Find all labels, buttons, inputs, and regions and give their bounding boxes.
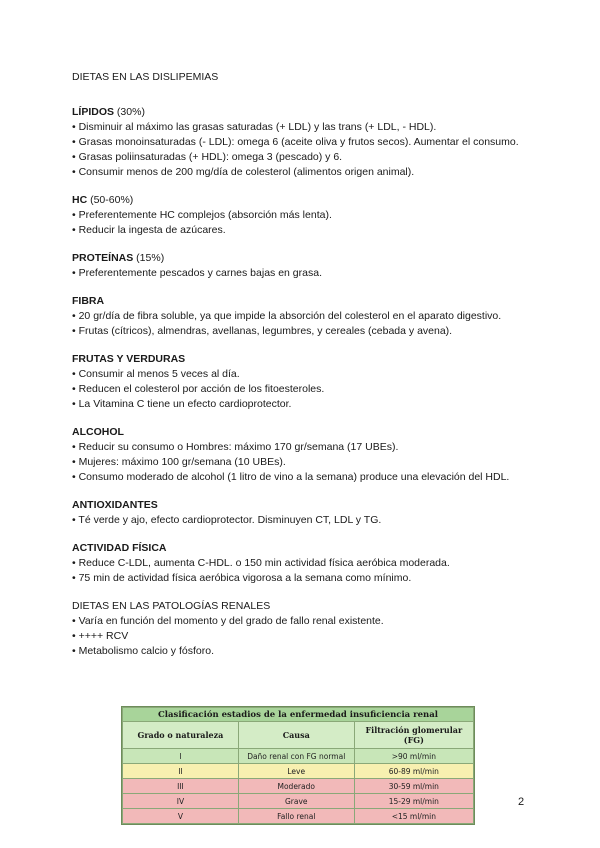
table-row [123,809,474,824]
bullet-list [72,367,542,412]
section-heading [72,251,542,266]
cause-cell: Fallo renal [238,809,354,824]
list-item: • Té verde y ajo, efecto cardioprotector. Disminuyen CT, LDL y TG. [72,514,382,526]
section-heading [72,498,542,513]
list-item: • Reducir la ingesta de azúcares. [72,224,226,236]
bullet-list [72,556,542,586]
cause-cell: Daño renal con FG normal [238,749,354,764]
list-item: • Frutas (cítricos), almendras, avellanas, legumbres, y cereales (cebada y avena). [72,325,453,337]
list-item: • ++++ RCV [72,630,129,642]
section-frutas-verduras [72,352,542,412]
list-item: • Preferentemente pescados y carnes bajas en grasa. [72,267,322,279]
list-item: • Reducir su consumo o Hombres: máximo 170 gr/semana (17 UBEs). [72,441,399,453]
list-item: • Consumo moderado de alcohol (1 litro de vino a la semana) produce una elevación del HDL. [72,471,510,483]
heading-label: ALCOHOL [72,426,124,438]
fg-cell: 30-59 ml/min [354,779,473,794]
list-item: • 75 min de actividad física aeróbica vigorosa a la semana como mínimo. [72,572,412,584]
bullet-list [72,614,542,659]
heading-suffix: (50-60%) [87,194,134,206]
section-antioxidantes [72,498,542,528]
heading-label: PROTEÍNAS [72,252,134,264]
section-heading [72,294,542,309]
list-item: • Reduce C-LDL, aumenta C-HDL. o 150 min actividad física aeróbica moderada. [72,557,450,569]
table-row [123,764,474,779]
renal-title: DIETAS EN LAS PATOLOGÍAS RENALES [72,600,271,612]
cause-cell: Leve [238,764,354,779]
column-header-cause: Causa [238,722,354,749]
list-item: • Mujeres: máximo 100 gr/semana (10 UBEs). [72,456,286,468]
table-caption: Clasificación estadios de la enfermedad insuficiencia renal [123,708,474,722]
renal-classification-table [121,706,475,825]
heading-suffix: (30%) [114,106,145,118]
bullet-list [72,208,542,238]
bullet-list [72,120,542,180]
list-item: • 20 gr/día de fibra soluble, ya que impide la absorción del colesterol en el aparato digestivo. [72,310,502,322]
section-proteinas [72,251,542,281]
section-heading [72,541,542,556]
grade-cell: I [123,749,239,764]
section-heading [72,352,542,367]
list-item: • Metabolismo calcio y fósforo. [72,645,214,657]
list-item: • Consumir menos de 200 mg/día de colesterol (alimentos origen animal). [72,166,415,178]
heading-label: ACTIVIDAD FÍSICA [72,542,167,554]
table-header-row [123,722,474,749]
heading-label: FIBRA [72,295,105,307]
bullet-list [72,266,542,281]
section-lipidos [72,105,542,180]
fg-cell: <15 ml/min [354,809,473,824]
fg-cell: 60-89 ml/min [354,764,473,779]
table-caption-row [123,708,474,722]
list-item: • Grasas monoinsaturadas (- LDL): omega 6 (aceite oliva y frutos secos). Aumentar el consumo. [72,136,519,148]
list-item: • Reducen el colesterol por acción de los fitoesteroles. [72,383,325,395]
heading-suffix: (15%) [133,252,165,264]
table-row [123,749,474,764]
section-heading [72,193,542,208]
document-title: DIETAS EN LAS DISLIPEMIAS [72,71,219,83]
list-item: • Grasas poliinsaturadas (+ HDL): omega 3 (pescado) y 6. [72,151,343,163]
section-heading [72,425,542,440]
heading-label: HC [72,194,88,206]
page-number: 2 [518,796,525,808]
table-row [123,794,474,809]
cause-cell: Moderado [238,779,354,794]
document-page [72,70,542,659]
list-item: • Preferentemente HC complejos (absorción más lenta). [72,209,332,221]
grade-cell: II [123,764,239,779]
section-actividad-fisica [72,541,542,586]
bullet-list [72,309,542,339]
fg-cell: 15-29 ml/min [354,794,473,809]
fg-cell: >90 ml/min [354,749,473,764]
grade-cell: IV [123,794,239,809]
section-fibra [72,294,542,339]
table-row [123,779,474,794]
bullet-list [72,513,542,528]
column-header-grade: Grado o naturaleza [123,722,239,749]
list-item: • Disminuir al máximo las grasas saturadas (+ LDL) y las trans (+ LDL, - HDL). [72,121,437,133]
column-header-fg: Filtración glomerular (FG) [354,722,473,749]
heading-label: LÍPIDOS [72,106,115,118]
heading-label: ANTIOXIDANTES [72,499,158,511]
list-item: • La Vitamina C tiene un efecto cardioprotector. [72,398,292,410]
list-item: • Consumir al menos 5 veces al día. [72,368,240,380]
bullet-list [72,440,542,485]
classification-table [122,707,474,824]
section-patologias-renales [72,599,542,659]
section-alcohol [72,425,542,485]
heading-label: FRUTAS Y VERDURAS [72,353,186,365]
list-item: • Varía en función del momento y del grado de fallo renal existente. [72,615,384,627]
section-heading [72,105,542,120]
grade-cell: III [123,779,239,794]
grade-cell: V [123,809,239,824]
cause-cell: Grave [238,794,354,809]
section-hc [72,193,542,238]
